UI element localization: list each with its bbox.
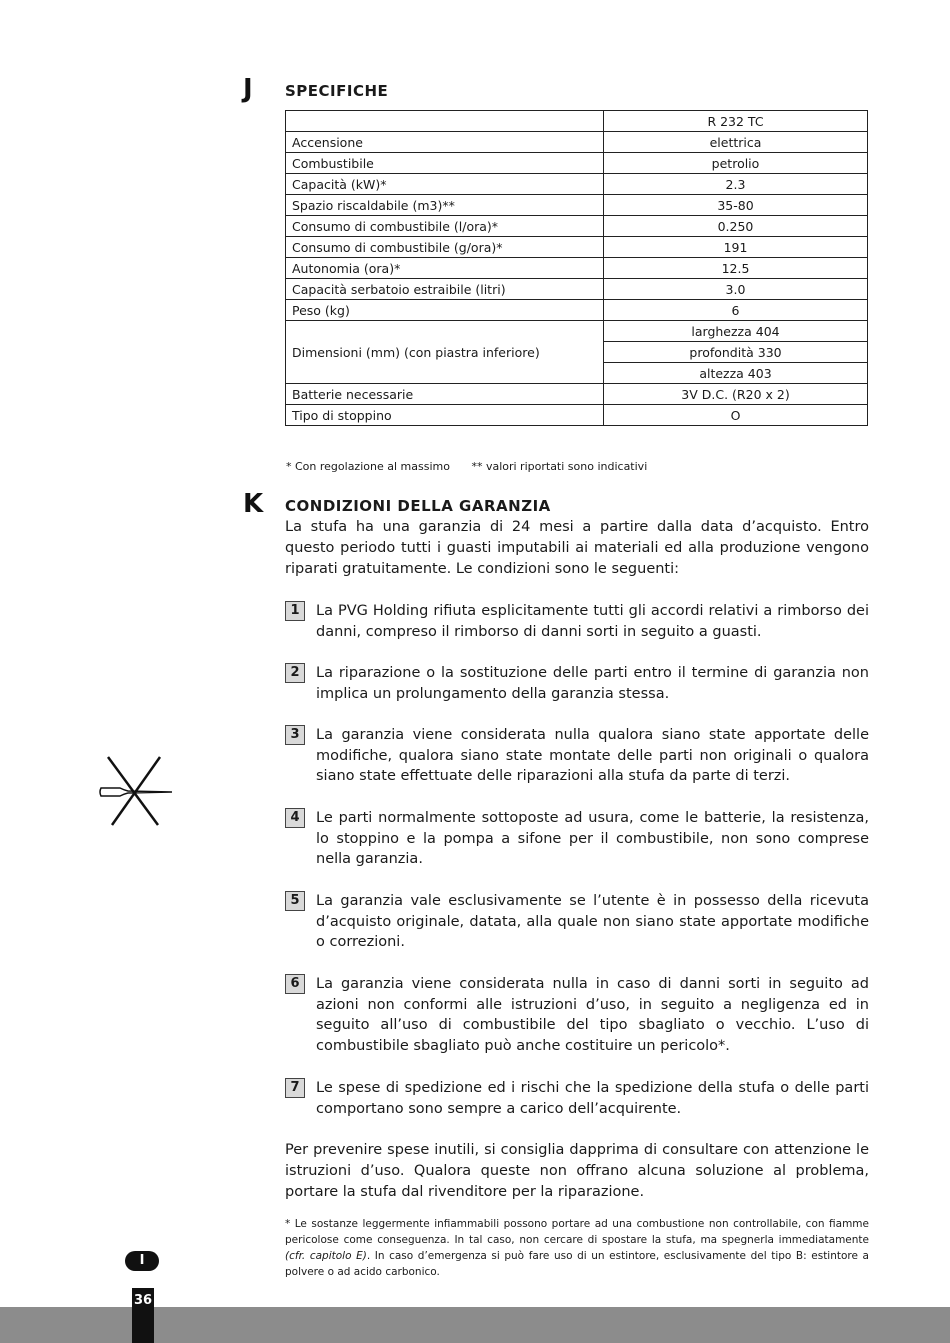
table-row [286,153,868,174]
table-row [286,132,868,153]
table-row [286,384,868,405]
spec-value: O [604,405,868,426]
condition-number: 3 [285,725,305,745]
dimension-depth: profondità 330 [604,342,868,363]
spec-label: Consumo di combustibile (g/ora)* [286,237,604,258]
dimensions-label: Dimensioni (mm) (con piastra inferiore) [286,321,604,384]
note-text-end: . In caso d’emergenza si può fare uso di un estintore, esclusivamente del tipo B: estintore a polvere o ad acido carbonico. [285,1250,869,1278]
condition-item [285,974,869,1057]
note-chapter-reference: (cfr. capitolo E) [285,1250,367,1262]
spec-value: 12.5 [604,258,868,279]
condition-text: La garanzia viene considerata nulla qualora siano state apportate delle modifiche, qualora siano state montate delle parti non originali o qualora siano state effettuate delle riparazioni alla stufa da parte di terzi. [316,727,869,785]
specifications-table [285,110,868,426]
footnote-indicative: ** valori riportati sono indicativi [471,460,648,473]
spec-value: 6 [604,300,868,321]
section-letter-k: K [243,489,264,519]
dimension-height: altezza 403 [604,363,868,384]
condition-number: 4 [285,808,305,828]
condition-text: La PVG Holding rifiuta esplicitamente tutti gli accordi relativi a rimborso dei danni, compreso il rimborso di danni sorti in seguito a guasti. [316,603,869,640]
spec-value: petrolio [604,153,868,174]
page-number: 36 [132,1288,154,1343]
footnote-max-setting: * Con regolazione al massimo [286,460,450,473]
table-header-empty-cell [286,111,604,132]
condition-text: La garanzia vale esclusivamente se l’utente è in possesso della ricevuta d’acquisto originale, datata, alla quale non siano state apportate modifiche o correzioni. [316,893,869,951]
table-row [286,405,868,426]
crossed-screwdriver-icon [98,756,174,826]
condition-text: Le parti normalmente sottoposte ad usura, come le batterie, la resistenza, lo stoppino e la pompa a sifone per il combustibile, non sono comprese nella garanzia. [316,810,869,868]
condition-item [285,601,869,642]
warranty-intro: La stufa ha una garanzia di 24 mesi a partire dalla data d’acquisto. Entro questo periodo tutti i guasti imputabili ai materiali ed alla produzione vengono riparati gratuitamente. Le condizioni sono le seguenti: [285,519,869,577]
section-letter-j: J [243,74,253,104]
condition-number: 7 [285,1078,305,1098]
spec-value: 0.250 [604,216,868,237]
spec-value: elettrica [604,132,868,153]
condition-item [285,663,869,704]
table-row [286,174,868,195]
condition-number: 1 [285,601,305,621]
condition-number: 6 [285,974,305,994]
fuel-warning-note [285,1216,869,1280]
spec-label: Accensione [286,132,604,153]
specs-footnotes [286,460,665,473]
condition-item [285,1078,869,1119]
condition-text: La riparazione o la sostituzione delle parti entro il termine di garanzia non implica un prolungamento della garanzia stessa. [316,665,869,702]
table-row-dimensions [286,321,868,342]
dimension-width: larghezza 404 [604,321,868,342]
condition-item [285,725,869,787]
language-badge: I [125,1251,159,1271]
spec-label: Tipo di stoppino [286,405,604,426]
spec-value: 191 [604,237,868,258]
spec-label: Spazio riscaldabile (m3)** [286,195,604,216]
spec-label: Consumo di combustibile (l/ora)* [286,216,604,237]
condition-number: 5 [285,891,305,911]
table-row [286,258,868,279]
spec-label: Autonomia (ora)* [286,258,604,279]
spec-label: Combustibile [286,153,604,174]
spec-label: Capacità (kW)* [286,174,604,195]
table-row [286,279,868,300]
condition-item [285,808,869,870]
section-title-garanzia: CONDIZIONI DELLA GARANZIA [285,497,551,515]
table-row [286,300,868,321]
condition-item [285,891,869,953]
condition-number: 2 [285,663,305,683]
spec-value: 2.3 [604,174,868,195]
table-row [286,237,868,258]
condition-text: Le spese di spedizione ed i rischi che la spedizione della stufa o delle parti comportano sono sempre a carico dell’acquirente. [316,1080,869,1117]
table-row [286,216,868,237]
table-row [286,195,868,216]
spec-value: 3.0 [604,279,868,300]
spec-label: Capacità serbatoio estraibile (litri) [286,279,604,300]
condition-text: La garanzia viene considerata nulla in caso di danni sorti in seguito ad azioni non conformi alle istruzioni d’uso, in seguito a negligenza ed in seguito all’uso di combustibile del tipo sbagliato o vecchio. L’uso di combustibile sbagliato può anche costituire un pericolo*. [316,976,869,1055]
note-text-start: * Le sostanze leggermente infiammabili possono portare ad una combustione non controllabile, con fiamme pericolose come conseguenza. In tal caso, non cercare di spostare la stufa, ma spegnerla immediatamente [285,1218,869,1246]
closing-paragraph: Per prevenire spese inutili, si consiglia dapprima di consultare con attenzione le istruzioni d’uso. Qualora queste non offrano alcuna soluzione al problema, portare la stufa dal rivenditore per la riparazione. [285,1142,869,1200]
model-name-cell: R 232 TC [604,111,868,132]
section-title-specifiche: SPECIFICHE [285,82,389,100]
spec-label: Peso (kg) [286,300,604,321]
spec-label: Batterie necessarie [286,384,604,405]
spec-value: 3V D.C. (R20 x 2) [604,384,868,405]
spec-value: 35-80 [604,195,868,216]
table-header-row [286,111,868,132]
